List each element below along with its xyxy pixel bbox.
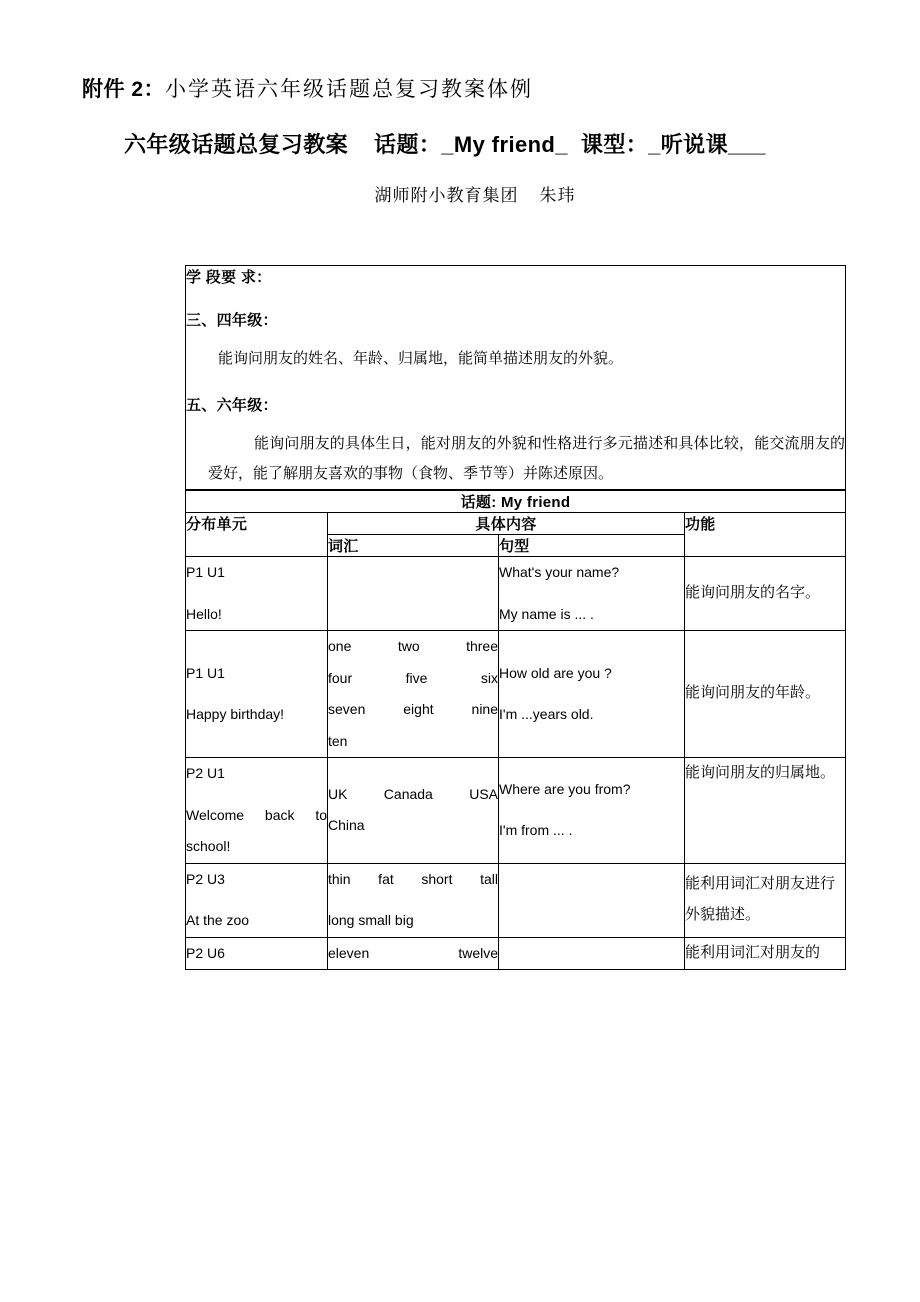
sentence-line: I'm from ... . <box>499 822 573 839</box>
cell-unit <box>186 758 328 864</box>
cell-function: 能询问朋友的年龄。 <box>685 631 846 758</box>
unit-code: P1 U1 <box>186 664 225 681</box>
sentence-line: What's your name? <box>499 564 620 580</box>
grade-56-text: 能询问朋友的具体生日，能对朋友的外貌和性格进行多元描述和具体比较，能交流朋友的爱好，能了解朋友喜欢的事物（食物、季节等）并陈述原因。 <box>208 436 845 482</box>
cell-unit <box>186 863 328 937</box>
grade-34-text: 能询问朋友的姓名、年龄、归属地，能简单描述朋友的外貌。 <box>218 351 624 367</box>
cell-sentence <box>499 557 685 631</box>
author-line: 湖师附小教育集团 朱玮 <box>374 185 576 205</box>
unit-code: P1 U1 <box>186 564 225 580</box>
table-row <box>186 557 846 631</box>
spacer <box>186 895 327 905</box>
requirements-table <box>185 265 846 490</box>
cell-vocabulary <box>328 863 499 937</box>
vocabulary-line: ten <box>328 732 348 749</box>
cell-function: 能利用词汇对朋友的 <box>685 937 846 970</box>
spacer <box>328 895 498 905</box>
cell-vocabulary <box>328 758 499 864</box>
table-row <box>186 266 846 490</box>
column-header-function: 功能 <box>685 513 846 557</box>
topic-header-cell: 话题: My friend <box>186 491 846 513</box>
content-table <box>185 490 846 970</box>
sentence-line: My name is ... . <box>499 605 594 622</box>
unit-code: P2 U6 <box>186 944 225 961</box>
unit-title: Hello! <box>186 605 222 622</box>
cell-sentence <box>499 758 685 864</box>
spacer <box>186 790 327 800</box>
unit-title: At the zoo <box>186 912 250 928</box>
vocabulary-line: seven eight nine <box>328 701 498 717</box>
table-row <box>186 863 846 937</box>
requirements-cell <box>186 266 846 490</box>
cell-vocabulary <box>328 557 499 631</box>
vocabulary-line: one two three <box>328 638 498 654</box>
cell-function: 能询问朋友的归属地。 <box>685 758 846 864</box>
cell-sentence <box>499 863 685 937</box>
topic-header-row <box>186 491 846 513</box>
attachment-title: 小学英语六年级话题总复习教案体例 <box>165 77 534 101</box>
tables-container <box>185 265 845 970</box>
spacer <box>186 589 327 599</box>
attachment-label: 附件 2： <box>82 78 166 101</box>
spacer <box>499 689 684 699</box>
cell-function: 能询问朋友的名字。 <box>685 557 846 631</box>
group-header-content: 具体内容 <box>328 513 685 535</box>
cell-unit <box>186 631 328 758</box>
group-header-row <box>186 513 846 535</box>
vocabulary-line: China <box>328 817 365 834</box>
spacer <box>499 589 684 599</box>
cell-function: 能利用词汇对朋友进行外貌描述。 <box>685 863 846 937</box>
grade-56-label: 五、六年级： <box>186 397 278 414</box>
column-header-vocabulary: 词汇 <box>328 535 499 557</box>
spacer <box>186 689 327 699</box>
sentence-line: Where are you from? <box>499 780 631 797</box>
column-header-sentence: 句型 <box>499 535 685 557</box>
page-title: 六年级话题总复习教案 话题：_My friend_ 课型：_听说课___ <box>124 131 766 157</box>
cell-unit <box>186 557 328 631</box>
vocabulary-line: UK Canada USA <box>328 785 498 802</box>
spacer <box>499 805 684 815</box>
cell-sentence <box>499 937 685 970</box>
unit-title: Welcome back to school! <box>186 806 327 854</box>
sentence-line: How old are you ? <box>499 664 612 681</box>
attachment-line <box>0 74 920 106</box>
table-row <box>186 631 846 758</box>
vocabulary-line: four five six <box>328 669 498 686</box>
cell-vocabulary <box>328 937 499 970</box>
vocabulary-line: eleven twelve <box>328 944 498 961</box>
cell-unit <box>186 937 328 970</box>
vocabulary-line: long small big <box>328 912 414 928</box>
requirements-heading: 学 段要 求： <box>186 269 272 286</box>
cell-vocabulary <box>328 631 499 758</box>
column-header-unit: 分布单元 <box>186 513 328 557</box>
table-row <box>186 937 846 970</box>
unit-title: Happy birthday! <box>186 706 285 722</box>
vocabulary-line: thin fat short tall <box>328 870 498 887</box>
cell-sentence <box>499 631 685 758</box>
unit-code: P2 U1 <box>186 765 225 781</box>
grade-34-label: 三、四年级： <box>186 312 278 329</box>
sentence-line: I'm ...years old. <box>499 706 594 722</box>
unit-code: P2 U3 <box>186 870 225 887</box>
table-row <box>186 758 846 864</box>
document-header <box>0 0 920 206</box>
